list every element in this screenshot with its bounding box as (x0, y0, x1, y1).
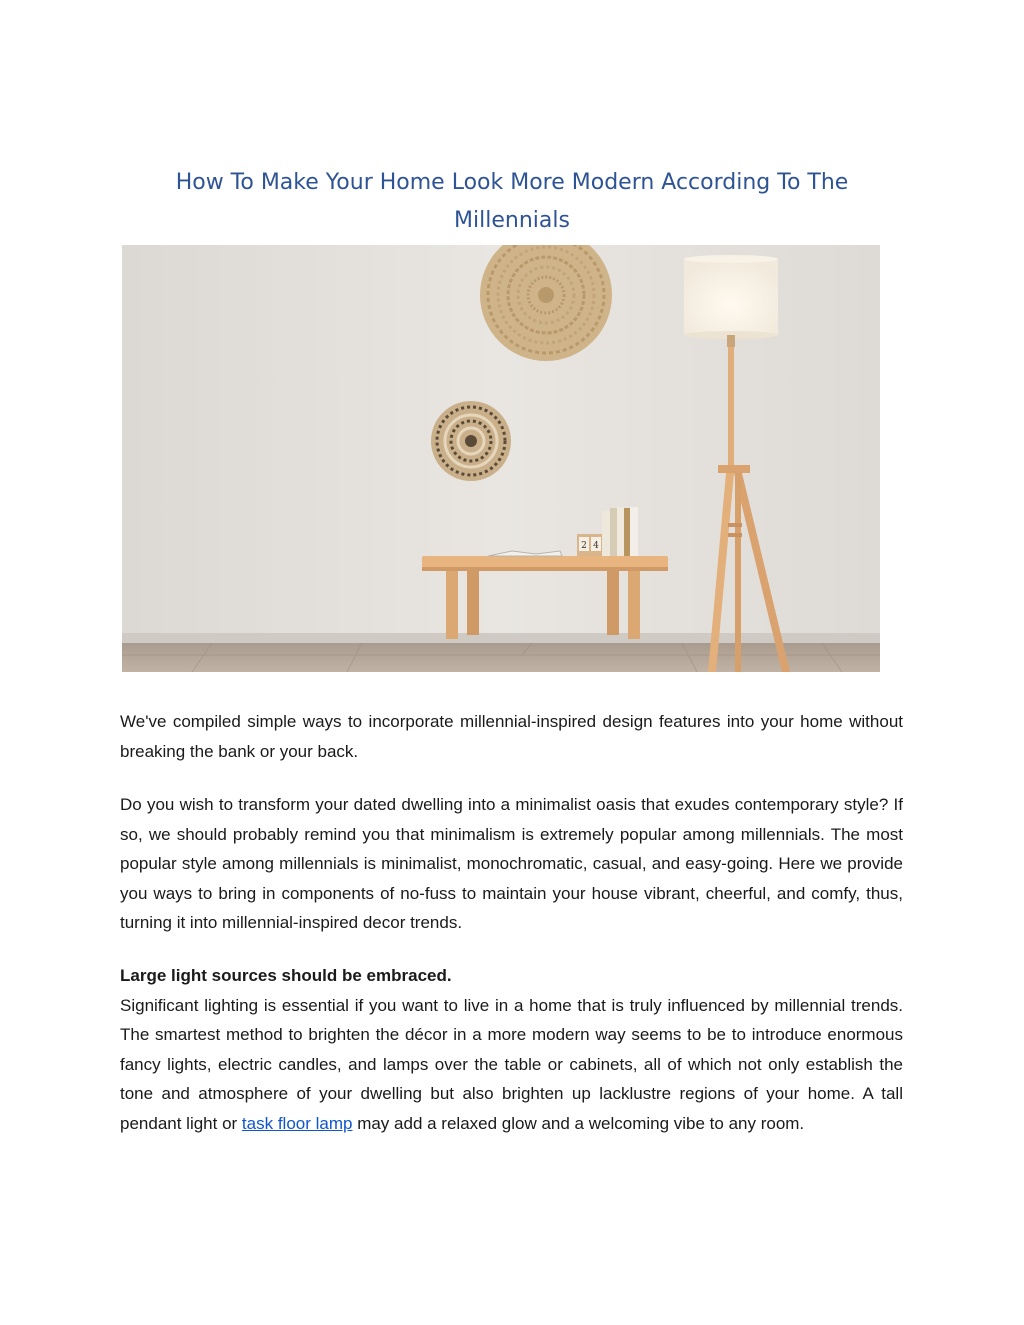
section-text-end: may add a relaxed glow and a welcoming vibe to any room. (352, 1113, 805, 1133)
page-title: How To Make Your Home Look More Modern According To The Millennials (175, 170, 849, 233)
small-wall-basket (431, 401, 511, 481)
calendar-digit-1: 2 (581, 541, 587, 551)
hero-image (122, 245, 880, 672)
lighting-section (120, 961, 903, 1138)
calendar-digit-2: 4 (593, 541, 599, 551)
section-heading: Large light sources should be embraced. (120, 966, 452, 985)
intro-paragraph: We've compiled simple ways to incorporate millennial-inspired design features into your home without breaking the bank or your back. (120, 712, 903, 761)
section-text: Significant lighting is essential if you want to live in a home that is truly influenced by millennial trends. The smartest method to brighten the décor in a more modern way seems to be to introduce enormous fancy lights, electric candles, and lamps over the table or cabinets, all of which not only establish the tone and atmosphere of your dwelling but also brighten up lacklustre regions of your home. A tall pendant light or (120, 995, 903, 1133)
body-paragraph: Do you wish to transform your dated dwelling into a minimalist oasis that exudes contemporary style? If so, we should probably remind you that minimalism is extremely popular among millennials. The most popular style among millennials is minimalist, monochromatic, casual, and easy-going. Here we provide you ways to bring in components of no-fuss to maintain your house vibrant, cheerful, and comfy, thus, turning it into millennial-inspired decor trends. (120, 795, 903, 932)
task-floor-lamp-link[interactable]: task floor lamp (241, 1113, 353, 1133)
